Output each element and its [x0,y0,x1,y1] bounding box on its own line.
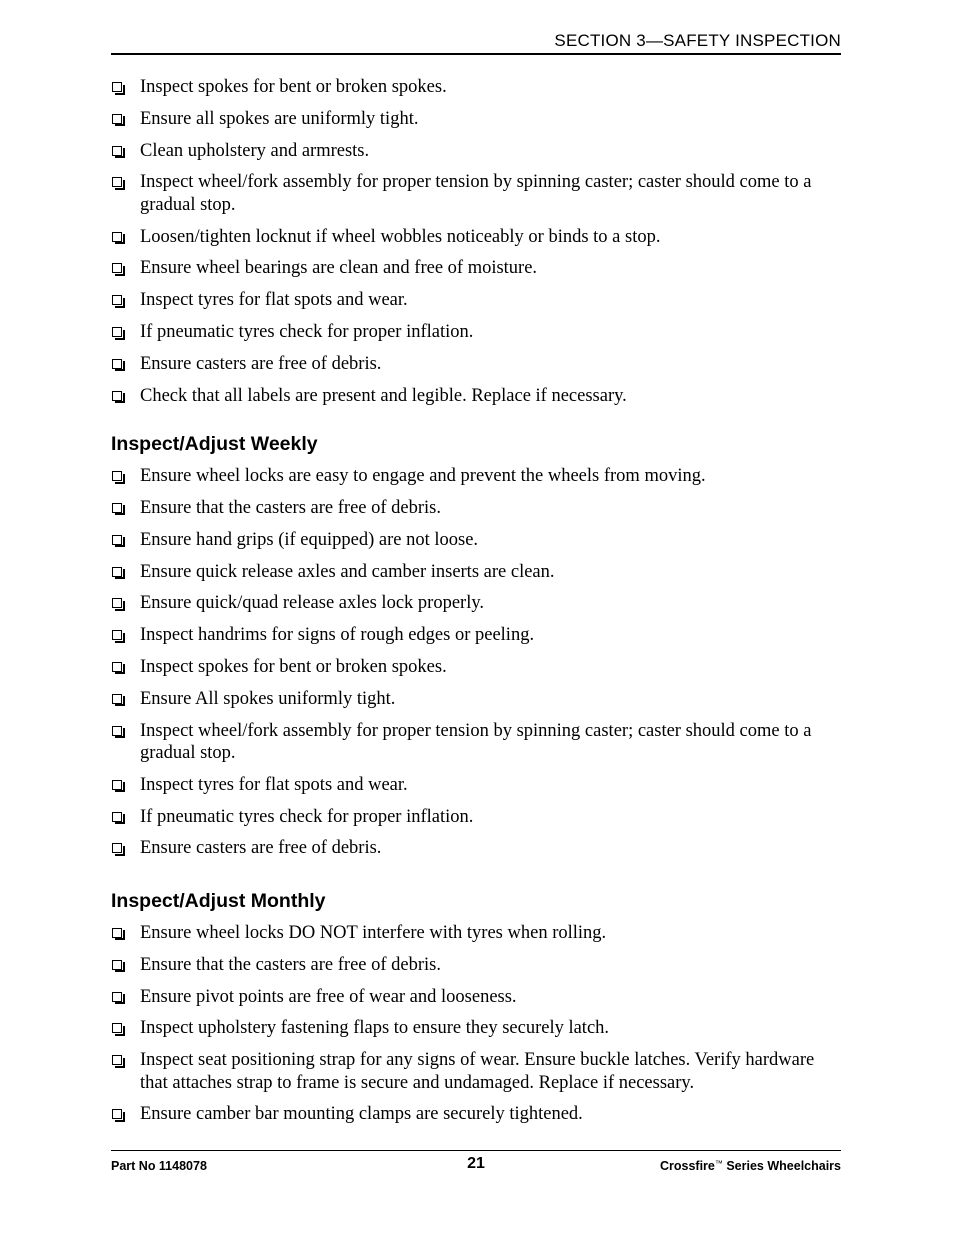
checkbox-icon [112,114,122,124]
checklist-item [111,321,843,344]
checkbox-icon [112,1109,122,1119]
checkbox-icon [112,1055,122,1065]
checklist-item [111,108,843,131]
checklist-item-text: Inspect spokes for bent or broken spokes. [140,656,447,677]
checklist-item-text: If pneumatic tyres check for proper inflation. [140,322,474,343]
checklist-item-text: Clean upholstery and armrests. [140,140,370,161]
checkbox-icon [112,177,122,187]
checklist-item-text: Ensure that the casters are free of debris. [140,497,441,518]
checklist-item [111,465,843,488]
checklist-item-text: Ensure wheel locks DO NOT interfere with tyres when rolling. [140,922,607,943]
monthly-heading: Inspect/Adjust Monthly [111,889,326,912]
checkbox-icon [112,503,122,513]
checklist-item [111,497,843,520]
checklist-item [111,922,843,945]
checklist-item [111,774,843,797]
checkbox-icon [112,662,122,672]
weekly-heading: Inspect/Adjust Weekly [111,433,318,456]
checkbox-icon [112,694,122,704]
checklist-item-text: If pneumatic tyres check for proper inflation. [140,806,474,827]
checklist-item [111,688,843,711]
checkbox-icon [112,780,122,790]
checklist-item [111,592,843,615]
checklist-item-text: Ensure camber bar mounting clamps are securely tightened. [140,1104,583,1125]
checklist-item [111,986,843,1009]
checkbox-icon [112,843,122,853]
checklist-item [111,806,843,829]
checklist-item-text: Inspect wheel/fork assembly for proper tension by spinning caster; caster should come to a gradual stop. [140,172,812,215]
checkbox-icon [112,992,122,1002]
trademark-symbol: ™ [714,1159,723,1168]
checkbox-icon [112,598,122,608]
checklist-item [111,1103,843,1126]
checklist-item-text: Ensure quick/quad release axles lock properly. [140,593,485,614]
checklist-item-text: Inspect spokes for bent or broken spokes. [140,77,447,97]
checkbox-icon [112,327,122,337]
checklist-item-text: Ensure casters are free of debris. [140,353,382,374]
monthly-checklist [111,922,843,1126]
checkbox-icon [112,726,122,736]
checklist-item-text: Inspect handrims for signs of rough edges or peeling. [140,625,535,646]
checklist-item [111,561,843,584]
checklist-item-text: Inspect tyres for flat spots and wear. [140,290,408,311]
checklist-item [111,1049,843,1094]
checklist-item-text: Ensure all spokes are uniformly tight. [140,108,419,129]
checklist-item-text: Ensure casters are free of debris. [140,838,382,859]
checklist-item-text: Loosen/tighten locknut if wheel wobbles noticeably or binds to a stop. [140,226,661,247]
checklist-item [111,76,843,99]
checklist-item-text: Ensure All spokes uniformly tight. [140,688,396,709]
checklist-item [111,257,843,280]
checklist-item [111,353,843,376]
checkbox-icon [112,232,122,242]
checklist-item-text: Ensure that the casters are free of debris. [140,954,441,975]
checklist-item-text: Inspect tyres for flat spots and wear. [140,774,408,795]
checklist-item-text: Ensure wheel bearings are clean and free of moisture. [140,258,538,279]
intro-checklist [111,76,843,407]
product-name [660,1159,841,1173]
checklist-item [111,656,843,679]
checklist-item-text: Ensure wheel locks are easy to engage and prevent the wheels from moving. [140,466,706,487]
checklist-item [111,529,843,552]
checklist-item [111,837,843,860]
checklist-item [111,720,843,765]
checkbox-icon [112,630,122,640]
checkbox-icon [112,567,122,577]
product-suffix: Series Wheelchairs [722,1159,841,1173]
checklist-item [111,385,843,408]
page-number: 21 [467,1155,485,1172]
checkbox-icon [112,471,122,481]
checkbox-icon [112,812,122,822]
checklist-item [111,289,843,312]
checkbox-icon [112,359,122,369]
checkbox-icon [112,535,122,545]
checklist-item [111,140,843,163]
section-header [111,29,841,55]
product-name-text: Crossfire [659,1159,715,1173]
checklist-item [111,954,843,977]
checklist-item-text: Ensure quick release axles and camber inserts are clean. [140,561,555,582]
section-title: SECTION 3—SAFETY INSPECTION [554,31,841,50]
checklist-item-text: Ensure pivot points are free of wear and looseness. [140,986,517,1007]
checkbox-icon [112,146,122,156]
weekly-checklist [111,465,843,860]
checkbox-icon [112,960,122,970]
checklist-item [111,1017,843,1040]
checklist-item-text: Check that all labels are present and legible. Replace if necessary. [140,385,627,406]
checkbox-icon [112,295,122,305]
checklist-item-text: Ensure hand grips (if equipped) are not loose. [140,529,479,550]
part-number: Part No 1148078 [111,1159,207,1173]
checkbox-icon [112,928,122,938]
page-footer [111,1150,841,1179]
checklist-item-text: Inspect wheel/fork assembly for proper tension by spinning caster; caster should come to a gradual stop. [140,720,812,764]
page-content [111,76,843,1135]
checklist-item-text: Inspect upholstery fastening flaps to ensure they securely latch. [140,1018,610,1039]
checklist-item [111,226,843,249]
checkbox-icon [112,82,122,92]
checkbox-icon [112,263,122,273]
checklist-item-text: Inspect seat positioning strap for any signs of wear. Ensure buckle latches. Verify hardware that attaches strap to frame is secure and undamaged. Replace if necessary. [140,1050,815,1093]
checkbox-icon [112,391,122,401]
checkbox-icon [112,1023,122,1033]
checklist-item [111,624,843,647]
checklist-item [111,171,843,216]
